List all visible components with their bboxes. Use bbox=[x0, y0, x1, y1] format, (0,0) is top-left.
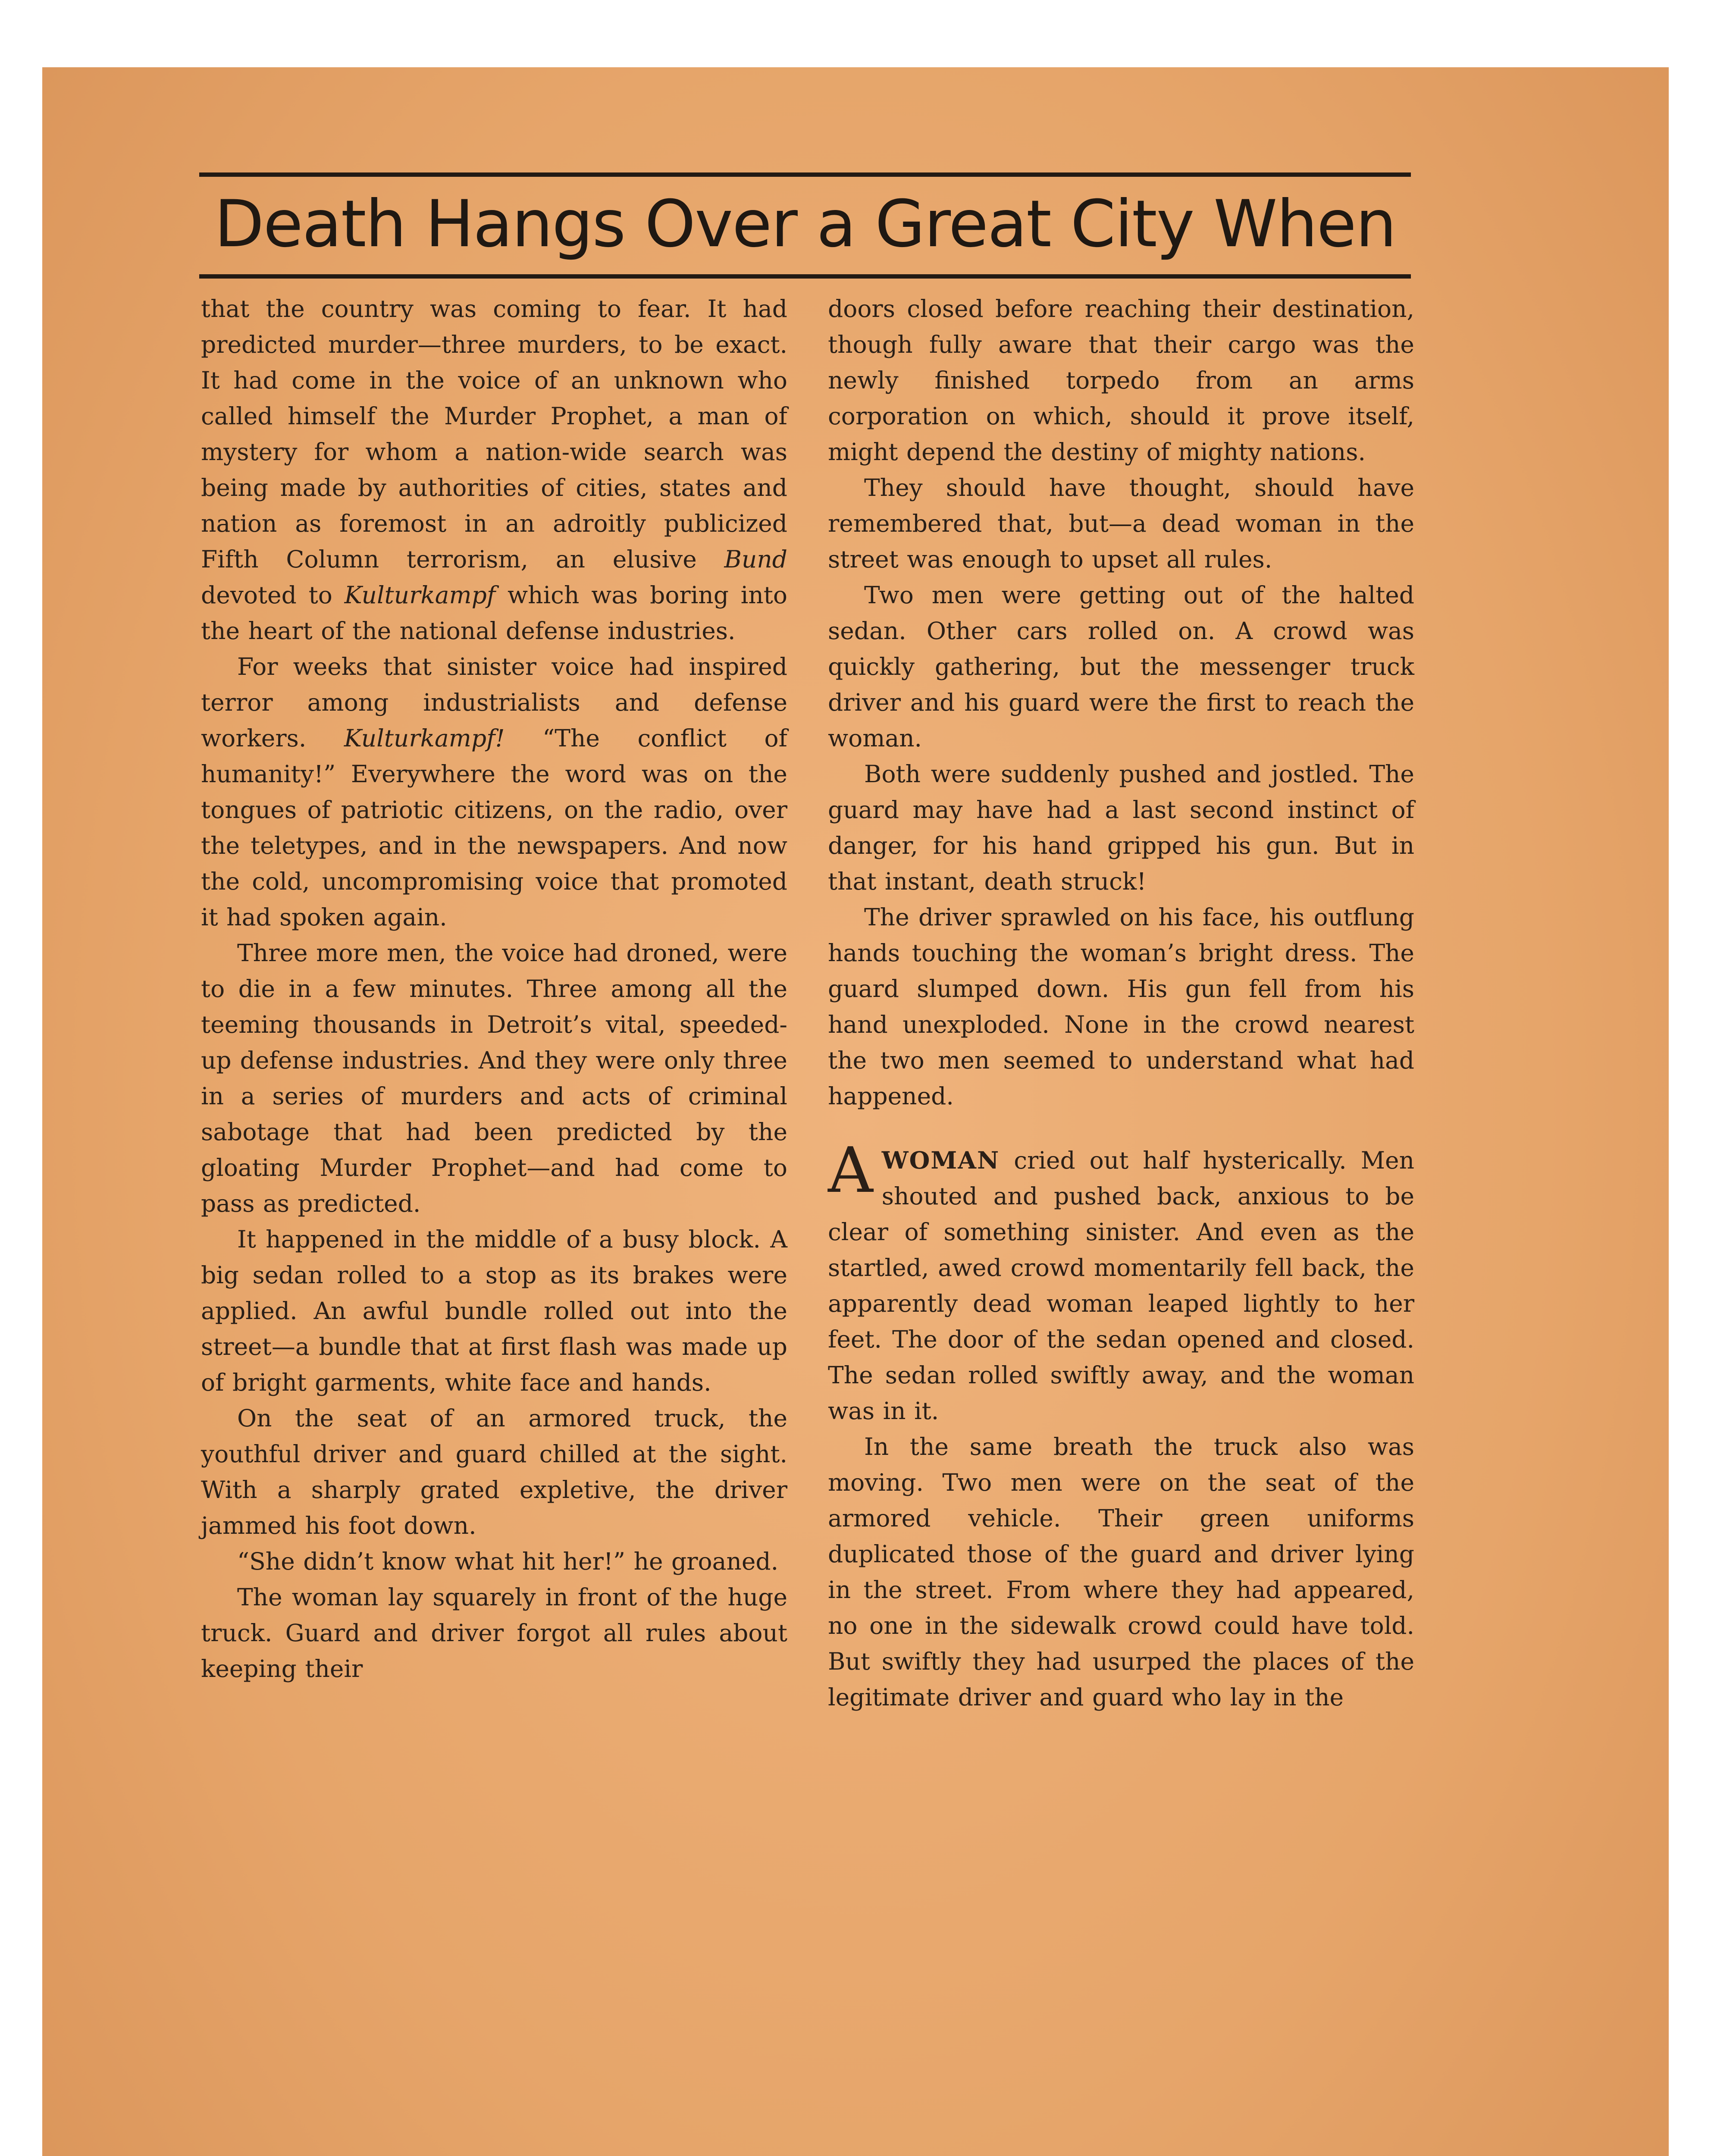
paragraph: It happened in the middle of a busy block. A big sedan rolled to a stop as its brakes were applied. An awful bundle rolled out into the street—a bundle that at first flash was made up of bright garments, white face and hands. bbox=[201, 1225, 787, 1396]
paragraph: Three more men, the voice had droned, were to die in a few minutes. Three among all the teeming thousands in Detroit’s vital, speeded-up defense industries. And they were only three in a series of murders and acts of criminal sabotage that had been predicted by the gloating Murder Prophet—and had come to pass as predicted. bbox=[201, 939, 787, 1217]
paragraph: Both were suddenly pushed and jostled. The guard may have had a last second instinct of danger, for his hand gripped his gun. But in that instant, death struck! bbox=[828, 760, 1414, 895]
paragraph: They should have thought, should have remembered that, but—a dead woman in the street was enough to upset all rules. bbox=[828, 474, 1414, 573]
paragraph: In the same breath the truck also was moving. Two men were on the seat of the armored vehicle. Their green uniforms duplicated those of the guard and driver lying in the street. From where they had appeared, no one in the sidewalk crowd could have told. But swiftly they had usurped the places of the legitimate driver and guard who lay in the bbox=[828, 1433, 1414, 1711]
paragraph: On the seat of an armored truck, the youthful driver and guard chilled at the sight. With a sharply grated expletive, the driver jammed his foot down. bbox=[201, 1404, 787, 1539]
paragraph: Two men were getting out of the halted sedan. Other cars rolled on. A crowd was quickly gathering, but the messenger truck driver and his guard were the first to reach the woman. bbox=[828, 581, 1414, 752]
headline-rule-bottom bbox=[199, 274, 1411, 279]
paragraph: The driver sprawled on his face, his outflung hands touching the woman’s bright dress. The guard slumped down. His gun fell from his hand unexploded. None in the crowd nearest the two men seemed to understand what had happened. bbox=[828, 903, 1414, 1110]
headline-rule-top bbox=[199, 172, 1411, 177]
left-column bbox=[201, 291, 787, 1687]
section-break bbox=[828, 1114, 1414, 1142]
paragraph: The woman lay squarely in front of the huge truck. Guard and driver forgot all rules about keeping their bbox=[201, 1583, 787, 1683]
right-column bbox=[828, 291, 1414, 1715]
paragraph: that the country was coming to fear. It had predicted murder—three murders, to be exact. It had come in the voice of an unknown who called himself the Murder Prophet, a man of mystery for whom a nation-wide search was being made by authorities of cities, states and nation as foremost in an adroitly publicized Fifth Column terrorism, an elusive Bund devoted to Kulturkampf which was boring into the heart of the national defense industries. bbox=[201, 295, 787, 645]
headline: Death Hangs Over a Great City When bbox=[214, 187, 1396, 262]
paragraph: For weeks that sinister voice had inspired terror among industrialists and defense workers. Kulturkampf! “The conflict of humanity!” Everywhere the word was on the tongues of patriotic citizens, on the radio, over the teletypes, and in the newspapers. And now the cold, uncompromising voice that promoted it had spoken again. bbox=[201, 653, 788, 931]
paragraph-dropcap: AWOMAN cried out half hysterically. Men shouted and pushed back, anxious to be clear of something sinister. And even as the startled, awed crowd momentarily fell back, the apparently dead woman leaped lightly to her feet. The door of the sedan opened and closed. The sedan rolled swiftly away, and the woman was in it. bbox=[828, 1134, 1414, 1425]
drop-cap: A bbox=[828, 1134, 873, 1207]
paragraph: doors closed before reaching their destination, though fully aware that their cargo was the newly finished torpedo from an arms corporation on which, should it prove itself, might depend the destiny of mighty nations. bbox=[828, 295, 1414, 466]
paragraph: “She didn’t know what hit her!” he groaned. bbox=[237, 1548, 779, 1575]
